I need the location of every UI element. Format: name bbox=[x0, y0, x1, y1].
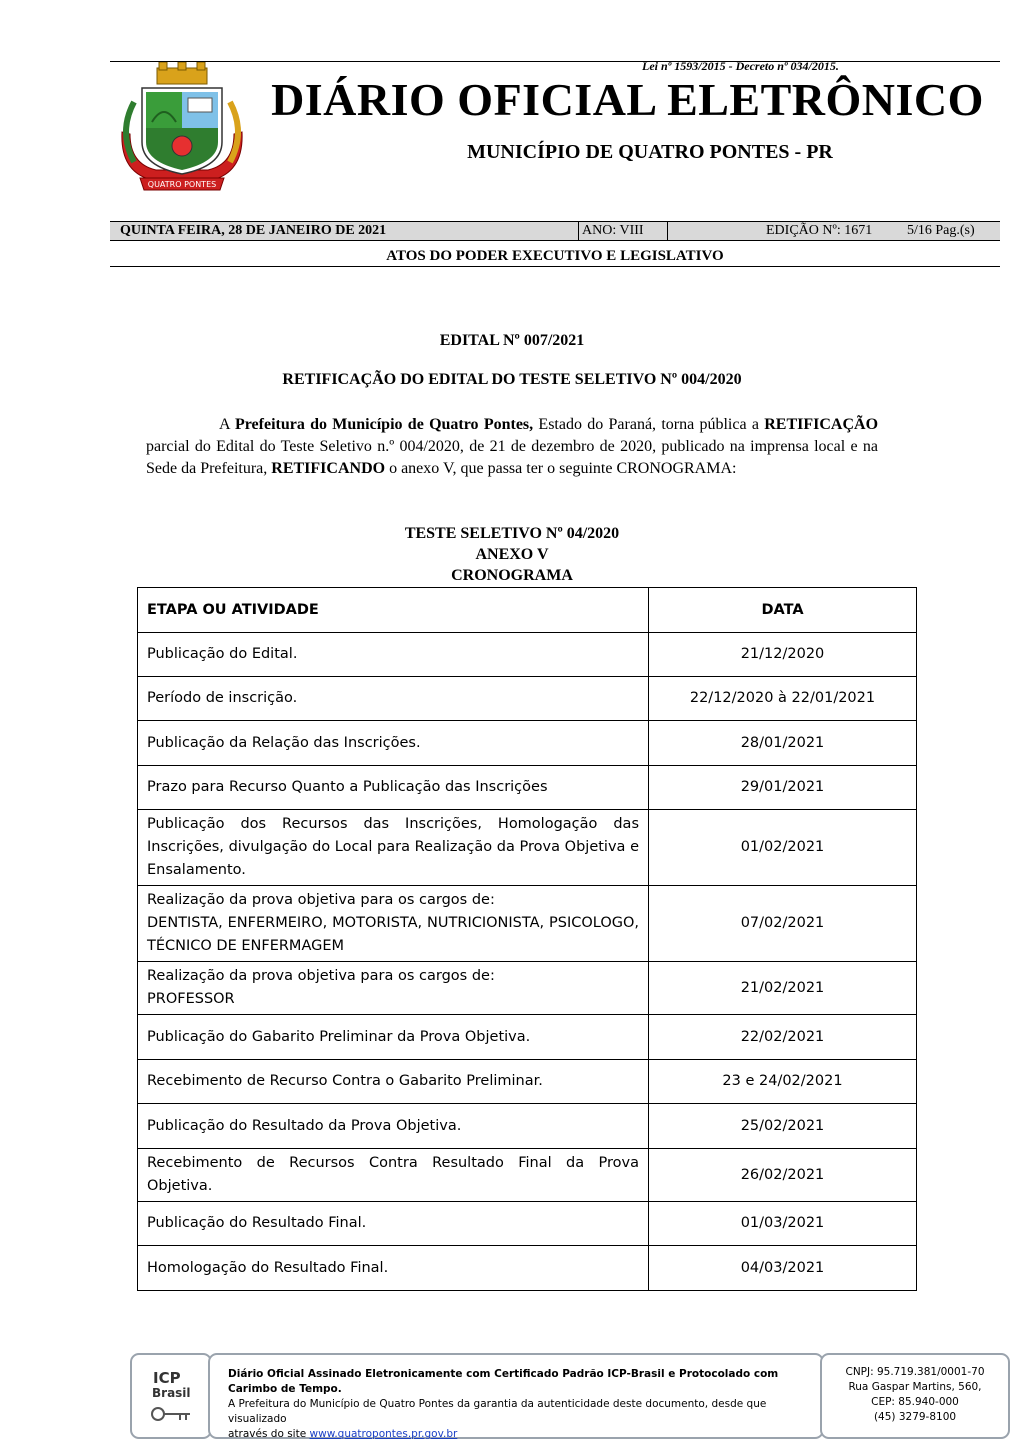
section-rule bbox=[110, 266, 1000, 267]
table-row bbox=[138, 721, 917, 766]
municipality-name: MUNICÍPIO DE QUATRO PONTES - PR bbox=[467, 141, 833, 163]
cronograma-label: CRONOGRAMA bbox=[451, 567, 573, 584]
schedule-title: TESTE SELETIVO Nº 04/2020 bbox=[404, 525, 620, 542]
site-notice: através do site www.quatropontes.pr.gov.br bbox=[228, 1428, 458, 1440]
date-cell: 28/01/2021 bbox=[649, 721, 917, 766]
date-cell: 22/12/2020 à 22/01/2021 bbox=[649, 677, 917, 721]
table-row bbox=[138, 1104, 917, 1149]
municipal-coat-of-arms bbox=[112, 62, 252, 200]
table-row bbox=[138, 677, 917, 721]
date-cell: 01/02/2021 bbox=[649, 810, 917, 886]
table-row bbox=[138, 1149, 917, 1202]
phone: (45) 3279-8100 bbox=[873, 1411, 957, 1423]
edition-number: EDIÇÃO Nº: 1671 bbox=[766, 223, 873, 238]
activity-cell: Publicação do Edital. bbox=[138, 633, 649, 677]
activity-cell: Realização da prova objetiva para os cargos de: DENTISTA, ENFERMEIRO, MOTORISTA, NUTRICIONISTA, PSICOLOGO, TÉCNICO DE ENFERMAGEM bbox=[138, 886, 649, 962]
date-cell: 04/03/2021 bbox=[649, 1246, 917, 1291]
activity-cell: Publicação do Resultado da Prova Objetiva. bbox=[138, 1104, 649, 1149]
activity-cell: Realização da prova objetiva para os cargos de: PROFESSOR bbox=[138, 962, 649, 1015]
retification-heading: RETIFICAÇÃO DO EDITAL DO TESTE SELETIVO Nº 004/2020 bbox=[282, 371, 742, 388]
activity-cell: Recebimento de Recurso Contra o Gabarito Preliminar. bbox=[138, 1060, 649, 1104]
table-row bbox=[138, 766, 917, 810]
date-cell: 21/12/2020 bbox=[649, 633, 917, 677]
date-cell: 01/03/2021 bbox=[649, 1202, 917, 1246]
authenticity-notice: A Prefeitura do Município de Quatro Pontes da garantia da autenticidade deste documento, desde que visualizado bbox=[228, 1398, 767, 1425]
law-reference: Lei nº 1593/2015 - Decreto nº 034/2015. bbox=[642, 59, 839, 73]
icp-brasil-seal bbox=[130, 1353, 212, 1439]
activity-cell: Período de inscrição. bbox=[138, 677, 649, 721]
activity-cell: Publicação do Gabarito Preliminar da Prova Objetiva. bbox=[138, 1015, 649, 1060]
column-header-activity: ETAPA OU ATIVIDADE bbox=[138, 588, 649, 633]
edition-date: QUINTA FEIRA, 28 DE JANEIRO DE 2021 bbox=[120, 223, 387, 238]
date-cell: 23 e 24/02/2021 bbox=[649, 1060, 917, 1104]
date-cell: 22/02/2021 bbox=[649, 1015, 917, 1060]
schedule-table bbox=[137, 587, 917, 1291]
activity-cell: Publicação do Resultado Final. bbox=[138, 1202, 649, 1246]
date-cell: 29/01/2021 bbox=[649, 766, 917, 810]
address: Rua Gaspar Martins, 560, bbox=[848, 1381, 982, 1393]
table-row bbox=[138, 962, 917, 1015]
activity-cell: Publicação da Relação das Inscrições. bbox=[138, 721, 649, 766]
table-row bbox=[138, 1015, 917, 1060]
body-paragraph: A Prefeitura do Município de Quatro Pontes, Estado do Paraná, torna pública a RETIFICAÇÃO parcial do Edital do Teste Seletivo n.º 004/2020, de 21 de dezembro de 2020, publicado na imprensa local e na Sede da Prefeitura, RETIFICANDO o anexo V, que passa ter o seguinte CRONOGRAMA: bbox=[146, 416, 879, 477]
signature-notice: Diário Oficial Assinado Eletronicamente com Certificado Padrão ICP-Brasil e Protocolado com Carimbo de Tempo. bbox=[228, 1368, 779, 1395]
newspaper-title: DIÁRIO OFICIAL ELETRÔNICO bbox=[271, 74, 984, 125]
schedule-heading bbox=[0, 523, 1024, 586]
table-row bbox=[138, 1202, 917, 1246]
date-cell: 25/02/2021 bbox=[649, 1104, 917, 1149]
table-row bbox=[138, 886, 917, 962]
edition-year: ANO: VIII bbox=[582, 223, 644, 238]
date-cell: 26/02/2021 bbox=[649, 1149, 917, 1202]
section-heading: ATOS DO PODER EXECUTIVO E LEGISLATIVO bbox=[386, 248, 724, 264]
page-count: 5/16 Pag.(s) bbox=[907, 223, 975, 238]
footer bbox=[130, 1353, 1010, 1440]
logo-banner-text: QUATRO PONTES bbox=[147, 180, 217, 189]
icp-seal-text: ICP bbox=[153, 1369, 181, 1387]
table-row bbox=[138, 1060, 917, 1104]
icp-seal-subtext: Brasil bbox=[152, 1386, 191, 1400]
postal-code: CEP: 85.940-000 bbox=[871, 1396, 959, 1408]
cnpj: CNPJ: 95.719.381/0001-70 bbox=[845, 1366, 985, 1378]
table-row bbox=[138, 1246, 917, 1291]
activity-cell: Homologação do Resultado Final. bbox=[138, 1246, 649, 1291]
date-cell: 21/02/2021 bbox=[649, 962, 917, 1015]
table-row bbox=[138, 810, 917, 886]
date-cell: 07/02/2021 bbox=[649, 886, 917, 962]
contact-box bbox=[820, 1353, 1010, 1439]
table-header-row bbox=[138, 588, 917, 633]
edition-info-bar bbox=[110, 221, 1000, 241]
edital-number: EDITAL Nº 007/2021 bbox=[439, 332, 585, 349]
activity-cell: Recebimento de Recursos Contra Resultado Final da Prova Objetiva. bbox=[138, 1149, 649, 1202]
site-link[interactable]: www.quatropontes.pr.gov.br bbox=[309, 1428, 458, 1440]
annex-label: ANEXO V bbox=[475, 546, 549, 563]
table-row bbox=[138, 633, 917, 677]
column-header-date: DATA bbox=[649, 588, 917, 633]
signature-notice-box bbox=[208, 1353, 824, 1439]
activity-cell: Prazo para Recurso Quanto a Publicação das Inscrições bbox=[138, 766, 649, 810]
key-icon bbox=[150, 1405, 192, 1423]
activity-cell: Publicação dos Recursos das Inscrições, Homologação das Inscrições, divulgação do Local para Realização da Prova Objetiva e Ensalamento. bbox=[138, 810, 649, 886]
